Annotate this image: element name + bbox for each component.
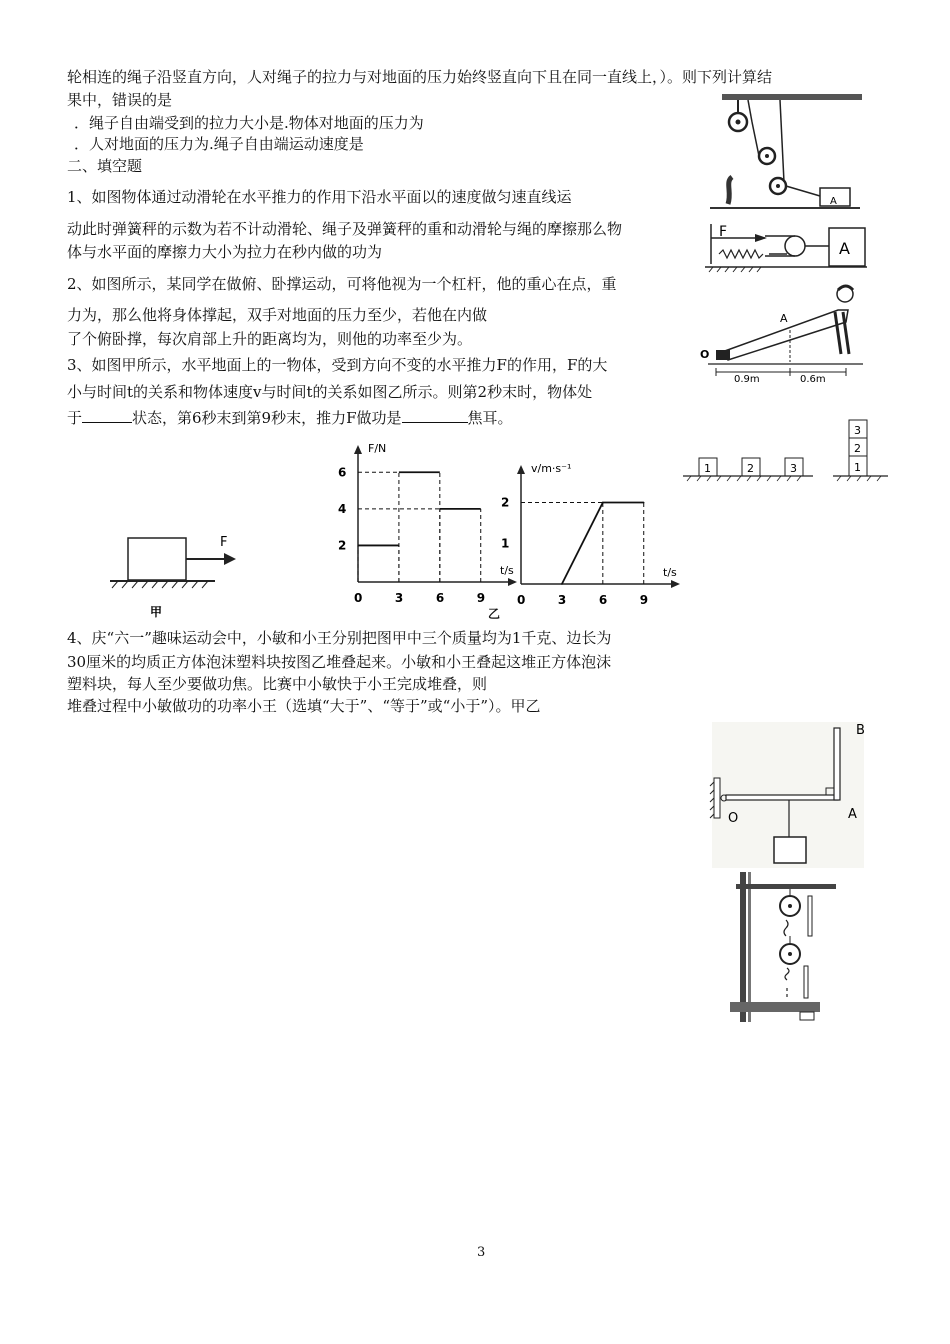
v-chart-x-tick-label: 6 [598, 593, 608, 607]
v-chart-y-tick-label: 2 [501, 495, 510, 510]
pushup-distance-2: 0.6m [800, 374, 826, 385]
lever-pivot-o: O [728, 811, 739, 826]
spring-force-label: F [719, 224, 728, 240]
question-3-line-3 [67, 408, 513, 428]
question-4-line-2: 30厘米的均质正方体泡沫塑料块按图乙堆叠起来。小敏和小王叠起这堆正方体泡沫 [67, 653, 612, 671]
v-chart-x-tick-label: 9 [639, 593, 649, 607]
block-row-2: 2 [747, 462, 754, 475]
spring-block-label: A [839, 239, 850, 258]
spring-scale-figure [705, 220, 870, 282]
v-chart-x-tick-label: 3 [557, 593, 567, 607]
f-chart-y-axis-label: F/N [368, 442, 387, 455]
v-chart-y-axis-label: v/m·s⁻¹ [531, 462, 572, 475]
question-3-line-1: 3、如图甲所示，水平地面上的一物体，受到方向不变的水平推力F的作用，F的大 [67, 356, 608, 374]
question-2-line-3: 了个俯卧撑，每次肩部上升的距离均为，则他的功率至少为。 [67, 330, 473, 348]
figure-jia [100, 528, 250, 620]
f-chart-y-tick-label: 6 [338, 465, 347, 480]
f-chart-y-tick-label: 4 [338, 501, 347, 516]
f-chart-y-tick-label: 2 [338, 538, 347, 553]
pulley-system-figure [710, 92, 870, 217]
answer-blank-work[interactable] [402, 408, 468, 423]
pushup-lever-figure [698, 282, 873, 387]
spring-stand-figure [730, 870, 840, 1026]
block-stack-top: 3 [854, 424, 861, 437]
yi-caption: 乙 [488, 607, 501, 621]
block-row-1: 1 [704, 462, 711, 475]
v-chart-series-line [562, 503, 644, 584]
question-4-line-4: 堆叠过程中小敏做功的功率小王（选填“大于”、“等于”或“小于”）。甲乙 [67, 697, 541, 715]
f-chart-x-axis-label: t/s [500, 564, 514, 577]
jia-caption: 甲 [150, 605, 163, 619]
section-heading: 二、填空题 [67, 157, 143, 175]
question-1-line-1: 1、如图物体通过动滑轮在水平推力的作用下沿水平面以的速度做匀速直线运 [67, 188, 572, 206]
v-chart-x-axis-arrow [671, 580, 680, 588]
pushup-gravity-point-label: A [780, 312, 788, 325]
jia-force-label: F [220, 535, 228, 550]
velocity-time-chart [495, 452, 677, 612]
question-2-line-1: 2、如图所示，某同学在做俯、卧撑运动，可将他视为一个杠杆，他的重心在点，重 [67, 275, 617, 293]
f-chart-x-tick-label: 6 [435, 591, 445, 605]
pushup-pivot-label: O [700, 348, 710, 361]
f-chart-y-axis-arrow [354, 445, 362, 454]
text-line-4: ．人对地面的压力为.绳子自由端运动速度是 [74, 135, 364, 153]
v-chart-x-axis-label: t/s [663, 566, 677, 579]
force-time-chart [330, 430, 514, 610]
blocks-row-group [699, 458, 803, 476]
f-chart-x-tick-label: 0 [354, 591, 363, 605]
block-stack-bottom: 1 [854, 461, 861, 474]
question-4-line-3: 塑料块，每人至少要做功焦。比赛中小敏快于小王完成堆叠，则 [67, 675, 488, 693]
f-chart-x-tick-label: 3 [394, 591, 404, 605]
text-line-1: 轮相连的绳子沿竖直方向，人对绳子的拉力与对地面的压力始终竖直向下且在同一直线上，）。则下列计算结 [67, 68, 773, 86]
question-1-line-2: 动此时弹簧秤的示数为若不计动滑轮、绳子及弹簧秤的重和动滑轮与绳的摩擦那么物 [67, 220, 623, 238]
q3-text-a: 于 [67, 409, 83, 427]
question-1-line-3: 体与水平面的摩擦力大小为拉力在秒内做的功为 [67, 243, 383, 261]
question-4-line-1: 4、庆“六一”趣味运动会中，小敏和小王分别把图甲中三个质量均为1千克、边长为 [67, 629, 612, 647]
question-2-line-2: 力为，那么他将身体撑起，双手对地面的压力至少，若他在内做 [67, 306, 488, 324]
q3-text-b: 状态，第6秒末到第9秒末，推力F做功是 [132, 409, 402, 427]
lever-point-a: A [848, 807, 857, 822]
lever-point-b: B [856, 723, 865, 738]
text-line-2: 果中，错误的是 [67, 91, 173, 109]
text-line-3: ．绳子自由端受到的拉力大小是.物体对地面的压力为 [74, 114, 424, 132]
pulley-block-label: A [830, 196, 837, 207]
v-chart-x-tick-label: 0 [517, 593, 526, 607]
block-stack-middle: 2 [854, 442, 861, 455]
pushup-distance-1: 0.9m [734, 374, 760, 385]
f-chart-x-tick-label: 9 [476, 591, 486, 605]
foam-blocks-figure [683, 418, 893, 490]
question-3-line-2: 小与时间t的关系和物体速度v与时间t的关系如图乙所示。则第2秒末时，物体处 [67, 383, 593, 401]
answer-blank-state[interactable] [82, 408, 132, 423]
lever-figure [712, 722, 872, 870]
page-number: 3 [477, 1245, 486, 1260]
q3-text-c: 焦耳。 [467, 409, 513, 427]
v-chart-point [561, 583, 563, 585]
v-chart-y-tick-label: 1 [501, 536, 510, 551]
v-chart-y-axis-arrow [517, 465, 525, 474]
block-row-3: 3 [790, 462, 797, 475]
blocks-stack-group [849, 420, 867, 476]
